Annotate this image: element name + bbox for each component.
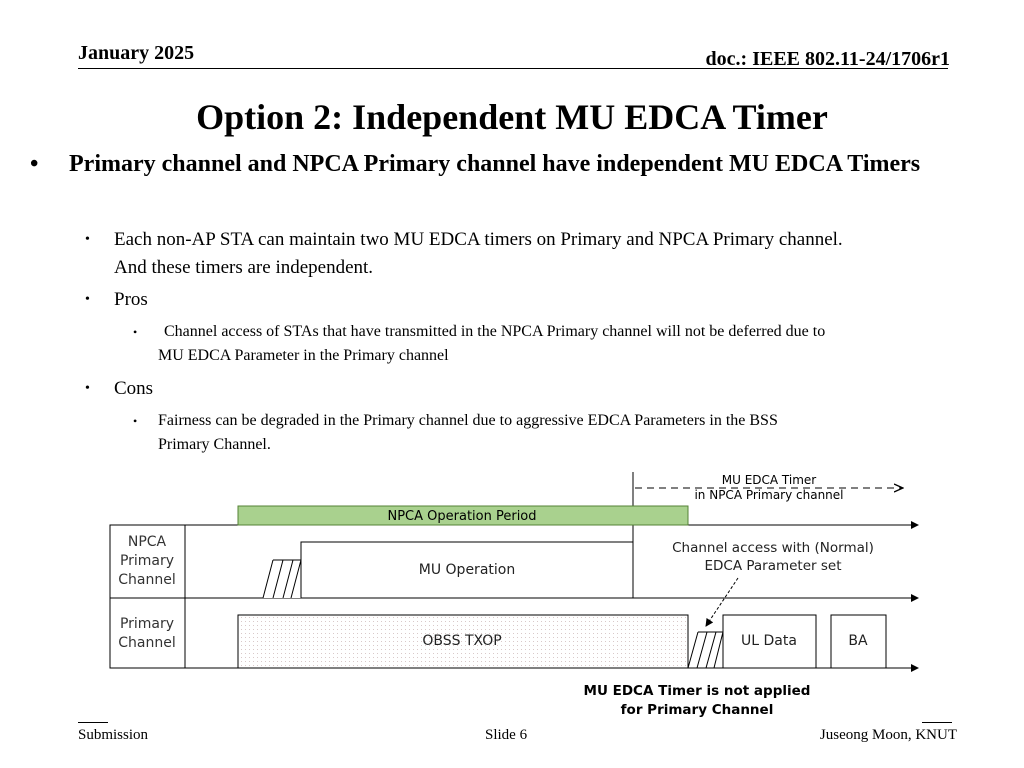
bullet-dot: • <box>30 151 39 177</box>
row1-label-line3: Channel <box>118 572 176 588</box>
bullet-pros-detail-line1: Channel access of STAs that have transmitted in the NPCA Primary channel will not be deferred due to <box>164 323 826 340</box>
timer-label-line2: in NPCA Primary channel <box>694 488 844 502</box>
mu-operation-label: MU Operation <box>418 562 516 578</box>
npca-operation-period-label: NPCA Operation Period <box>387 509 537 524</box>
note-line2: for Primary Channel <box>620 702 774 718</box>
footer-author: Juseong Moon, KNUT <box>819 727 957 743</box>
channel-access-line1: Channel access with (Normal) <box>672 540 874 556</box>
bullet-dot: • <box>85 292 90 307</box>
row1-label-line2: Primary <box>119 553 175 569</box>
ba-label: BA <box>848 633 868 649</box>
bullet-sub-timers-line2: And these timers are independent. <box>114 257 374 278</box>
row2-label-line1: Primary <box>119 616 175 632</box>
bullet-cons-detail-line2: Primary Channel. <box>158 436 271 453</box>
bullet-pros-text: Pros <box>114 289 148 310</box>
ul-data-label: UL Data <box>741 633 797 649</box>
footer-slide-number: Slide 6 <box>485 727 528 743</box>
bullet-dot: • <box>133 414 138 428</box>
header-date: January 2025 <box>78 42 195 64</box>
footer-submission: Submission <box>78 727 149 743</box>
bullet-dot: • <box>85 381 90 396</box>
footer-rule-left <box>78 722 108 723</box>
bullet-sub-timers-line1: Each non-AP STA can maintain two MU EDCA timers on Primary and NPCA Primary channel. <box>114 229 843 250</box>
timer-label-line1: MU EDCA Timer <box>721 473 817 487</box>
footer-rule-right <box>922 722 952 723</box>
note-line1: MU EDCA Timer is not applied <box>583 683 811 699</box>
bullet-main-text: Primary channel and NPCA Primary channel have independent MU EDCA Timers <box>69 151 921 177</box>
slide-title: Option 2: Independent MU EDCA Timer <box>196 97 828 137</box>
bullet-cons-text: Cons <box>114 378 154 399</box>
bullet-dot: • <box>133 325 138 339</box>
bullet-cons-detail-line1: Fairness can be degraded in the Primary channel due to aggressive EDCA Parameters in the BSS <box>158 412 778 429</box>
header-doc-id: doc.: IEEE 802.11-24/1706r1 <box>705 48 950 70</box>
backoff-slots-primary <box>688 632 723 668</box>
channel-access-line2: EDCA Parameter set <box>704 558 842 574</box>
backoff-slots-npca <box>263 560 301 598</box>
row2-label-line2: Channel <box>118 635 176 651</box>
bullet-dot: • <box>85 232 90 247</box>
row1-label-line1: NPCA <box>127 534 167 550</box>
obss-txop-label: OBSS TXOP <box>422 633 502 649</box>
bullet-pros-detail-line2: MU EDCA Parameter in the Primary channel <box>158 347 449 364</box>
